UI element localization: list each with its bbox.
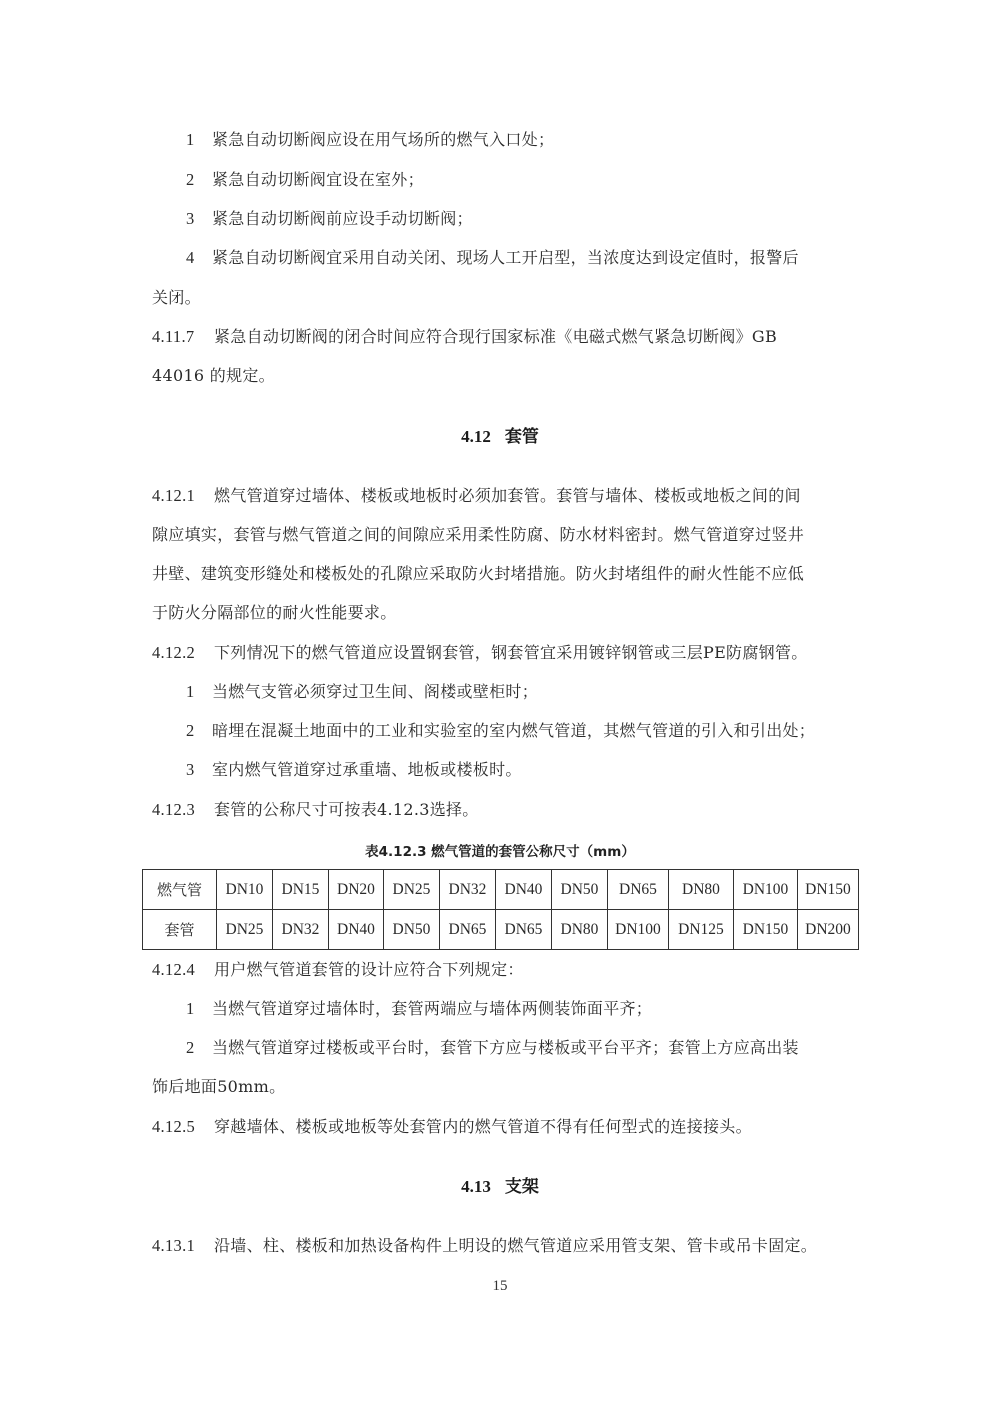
section-number: 4.13: [461, 1177, 491, 1196]
clause-4-12-3: [152, 800, 479, 820]
item-text: 当燃气管道穿过墙体时，套管两端应与墙体两侧装饰面平齐；: [212, 999, 653, 1018]
clause-number: 4.12.2: [152, 643, 196, 662]
table-cell: DN100: [608, 910, 669, 950]
item-text: 紧急自动切断阀应设在用气场所的燃气入口处；: [212, 130, 555, 149]
clause-4-12-4: [152, 960, 524, 980]
table-cell: DN15: [273, 870, 329, 910]
table-cell: DN40: [329, 910, 384, 950]
clause-continuation: 于防火分隔部位的耐火性能要求。: [152, 603, 397, 622]
clause-number: 4.12.5: [152, 1117, 196, 1136]
clause-4-13-1: [152, 1236, 817, 1256]
clause-text: 用户燃气管道套管的设计应符合下列规定：: [214, 960, 524, 979]
section-heading-4-13: [0, 1176, 1000, 1198]
clause-continuation: 44016 的规定。: [152, 366, 275, 385]
table-row: [143, 870, 859, 910]
section-title: 支架: [504, 1177, 539, 1197]
table-cell: DN150: [798, 870, 859, 910]
clause-text: 紧急自动切断阀的闭合时间应符合现行国家标准《电磁式燃气紧急切断阀》GB: [214, 327, 778, 346]
table-cell: DN125: [669, 910, 734, 950]
table-cell: DN10: [217, 870, 273, 910]
clause-4-12-1: [152, 486, 801, 506]
table-cell: DN40: [496, 870, 552, 910]
item-text: 紧急自动切断阀宜设在室外；: [212, 170, 424, 189]
item-text: 当燃气管道穿过楼板或平台时，套管下方应与楼板或平台平齐；套管上方应高出装: [212, 1038, 799, 1057]
item-text: 室内燃气管道穿过承重墙、地板或楼板时。: [212, 760, 522, 779]
clause-text: 套管的公称尺寸可按表4.12.3选择。: [214, 800, 479, 819]
item-number: 2: [186, 721, 195, 740]
table-cell: DN80: [552, 910, 608, 950]
clause-text: 穿越墙体、楼板或地板等处套管内的燃气管道不得有任何型式的连接接头。: [214, 1117, 752, 1136]
item-number: 4: [186, 248, 195, 267]
row-label: 燃气管: [143, 870, 217, 910]
item-number: 1: [186, 682, 195, 701]
list-item: [186, 682, 538, 702]
table-cell: DN32: [273, 910, 329, 950]
clause-4-11-7: [152, 327, 777, 347]
table-cell: DN100: [734, 870, 798, 910]
table-cell: DN32: [440, 870, 496, 910]
table-cell: DN150: [734, 910, 798, 950]
list-item: [186, 721, 815, 741]
clause-text: 下列情况下的燃气管道应设置钢套管，钢套管宜采用镀锌钢管或三层PE防腐钢管。: [214, 643, 808, 662]
clause-4-12-5: [152, 1117, 752, 1137]
item-continuation: 关闭。: [152, 288, 201, 307]
item-number: 2: [186, 170, 195, 189]
table-cell: DN200: [798, 910, 859, 950]
row-label: 套管: [143, 910, 217, 950]
item-text: 紧急自动切断阀宜采用自动关闭、现场人工开启型，当浓度达到设定值时，报警后: [212, 248, 799, 267]
item-text: 紧急自动切断阀前应设手动切断阀；: [212, 209, 473, 228]
item-number: 3: [186, 760, 195, 779]
item-text: 当燃气支管必须穿过卫生间、阁楼或壁柜时；: [212, 682, 539, 701]
page-number: 15: [492, 1278, 508, 1294]
item-number: 3: [186, 209, 195, 228]
table-cell: DN50: [384, 910, 440, 950]
clause-number: 4.12.1: [152, 486, 196, 505]
list-item: [186, 209, 473, 229]
table-row: [143, 910, 859, 950]
section-heading-4-12: [0, 426, 1000, 448]
list-item: [186, 130, 554, 150]
sleeve-size-table: [142, 869, 859, 950]
item-text: 暗埋在混凝土地面中的工业和实验室的室内燃气管道，其燃气管道的引入和引出处；: [212, 721, 816, 740]
clause-number: 4.11.7: [152, 327, 195, 346]
list-item: [186, 999, 652, 1019]
clause-text: 燃气管道穿过墙体、楼板或地板时必须加套管。套管与墙体、楼板或地板之间的间: [214, 486, 801, 505]
item-number: 1: [186, 130, 195, 149]
clause-number: 4.12.4: [152, 960, 196, 979]
table-cell: DN20: [329, 870, 384, 910]
table-caption: 表4.12.3 燃气管道的套管公称尺寸（mm）: [365, 844, 635, 860]
table-cell: DN65: [440, 910, 496, 950]
clause-number: 4.13.1: [152, 1236, 196, 1255]
clause-number: 4.12.3: [152, 800, 196, 819]
table-cell: DN80: [669, 870, 734, 910]
table-cell: DN65: [608, 870, 669, 910]
clause-4-12-2: [152, 643, 808, 663]
item-number: 2: [186, 1038, 195, 1057]
table-cell: DN25: [384, 870, 440, 910]
item-continuation: 饰后地面50mm。: [152, 1077, 286, 1096]
section-number: 4.12: [461, 427, 491, 446]
table-cell: DN25: [217, 910, 273, 950]
clause-text: 沿墙、柱、楼板和加热设备构件上明设的燃气管道应采用管支架、管卡或吊卡固定。: [214, 1236, 818, 1255]
list-item: [186, 248, 799, 268]
clause-continuation: 井壁、建筑变形缝处和楼板处的孔隙应采取防火封堵措施。防火封堵组件的耐火性能不应低: [152, 564, 805, 583]
list-item: [186, 760, 522, 780]
list-item: [186, 1038, 799, 1058]
list-item: [186, 170, 424, 190]
table-cell: DN50: [552, 870, 608, 910]
item-number: 1: [186, 999, 195, 1018]
table-cell: DN65: [496, 910, 552, 950]
clause-continuation: 隙应填实，套管与燃气管道之间的间隙应采用柔性防腐、防水材料密封。燃气管道穿过竖井: [152, 525, 805, 544]
section-title: 套管: [504, 427, 539, 447]
